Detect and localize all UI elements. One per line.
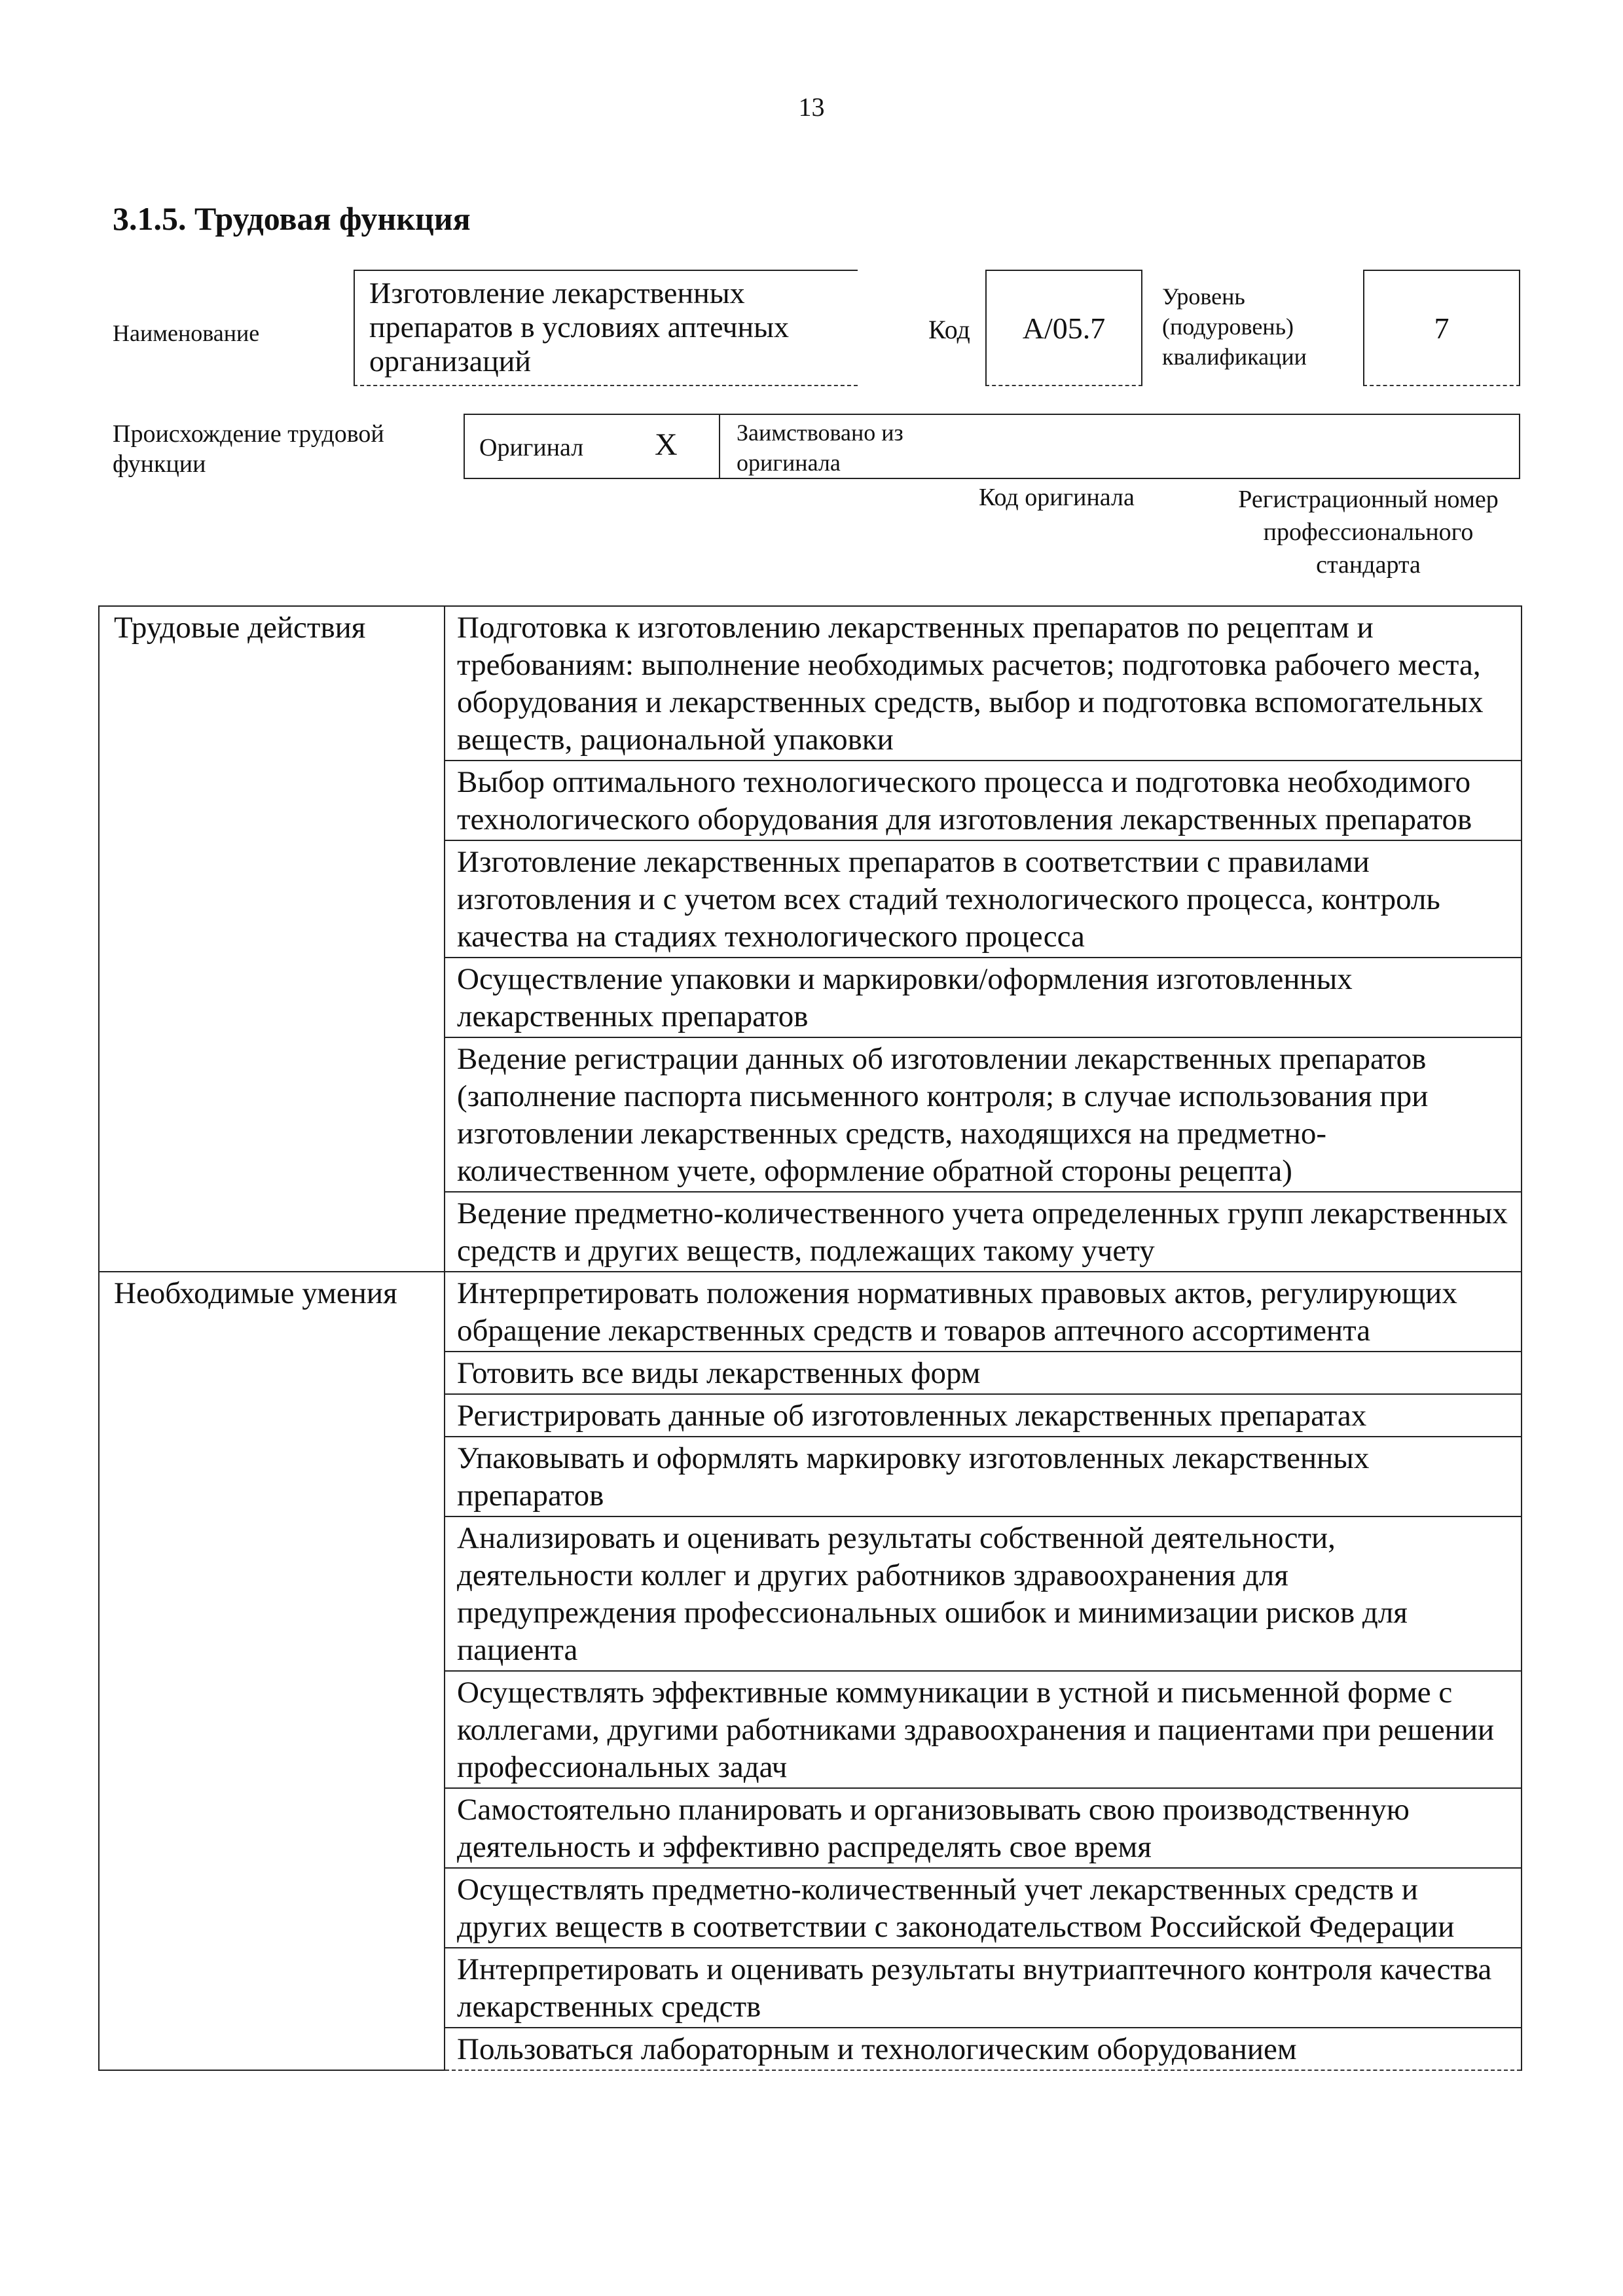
origin-original-label: Оригинал [479,434,584,461]
table-item: Готовить все виды лекарственных форм [445,1352,1522,1394]
origin-original-mark: X [655,427,678,462]
page-number: 13 [798,92,825,122]
table-item: Самостоятельно планировать и организовывать свою производственную деятельность и эффективно распределять свое время [445,1788,1522,1868]
section-title: 3.1.5. Трудовая функция [113,200,471,237]
table-item: Подготовка к изготовлению лекарственных препаратов по рецептам и требованиям: выполнение необходимых расчетов; подготовка рабочего места, оборудования и лекарственных средств, выбор и подготовка вспомогательных веществ, рациональной упаковки [445,606,1522,761]
name-value: Изготовление лекарственных препаратов в условиях аптечных организаций [354,270,858,386]
level-label: Уровень (подуровень) квалификации [1162,283,1307,370]
table-item: Осуществление упаковки и маркировки/оформления изготовленных лекарственных препаратов [445,958,1522,1037]
table-item: Ведение регистрации данных об изготовлении лекарственных препаратов (заполнение паспорта письменного контроля; в случае использования при изготовлении лекарственных средств, находящихся на предметно-количественном учете, оформление обратной стороны рецепта) [445,1037,1522,1192]
table-row [99,1272,1522,1352]
table-item: Изготовление лекарственных препаратов в соответствии с правилами изготовления и с учетом всех стадий технологического процесса, контроль качества на стадиях технологического процесса [445,840,1522,958]
code-value: A/05.7 [985,270,1142,386]
origin-original-cell [465,415,720,478]
original-code-label: Код оригинала [979,484,1135,511]
function-table [98,605,1522,2071]
level-value: 7 [1363,270,1520,386]
name-label: Наименование [113,320,260,346]
registration-number-label: Регистрационный номер профессионального стандарта [1238,486,1499,579]
table-item: Ведение предметно-количественного учета определенных групп лекарственных средств и других веществ, подлежащих такому учету [445,1192,1522,1272]
table-item: Упаковывать и оформлять маркировку изготовленных лекарственных препаратов [445,1437,1522,1516]
origin-row [464,414,1520,479]
table-row [99,606,1522,761]
origin-label: Происхождение трудовой функции [113,420,384,478]
group-title: Трудовые действия [99,606,445,1272]
table-item: Анализировать и оценивать результаты собственной деятельности, деятельности коллег и других работников здравоохранения для предупреждения профессиональных ошибок и минимизации рисков для пациента [445,1516,1522,1671]
table-item: Осуществлять предметно-количественный учет лекарственных средств и других веществ в соответствии с законодательством Российской Федерации [445,1868,1522,1948]
table-item: Интерпретировать положения нормативных правовых актов, регулирующих обращение лекарственных средств и товаров аптечного ассортимента [445,1272,1522,1352]
code-label: Код [928,315,970,344]
table-item: Регистрировать данные об изготовленных лекарственных препаратах [445,1394,1522,1437]
table-item: Пользоваться лабораторным и технологическим оборудованием [445,2028,1522,2070]
group-title: Необходимые умения [99,1272,445,2070]
table-item: Интерпретировать и оценивать результаты внутриаптечного контроля качества лекарственных средств [445,1948,1522,2028]
table-item: Выбор оптимального технологического процесса и подготовка необходимого технологического оборудования для изготовления лекарственных препаратов [445,761,1522,840]
origin-borrowed-label: Заимствовано из оригинала [737,420,903,476]
table-item: Осуществлять эффективные коммуникации в устной и письменной форме с коллегами, другими работниками здравоохранения и пациентами при решении профессиональных задач [445,1671,1522,1788]
